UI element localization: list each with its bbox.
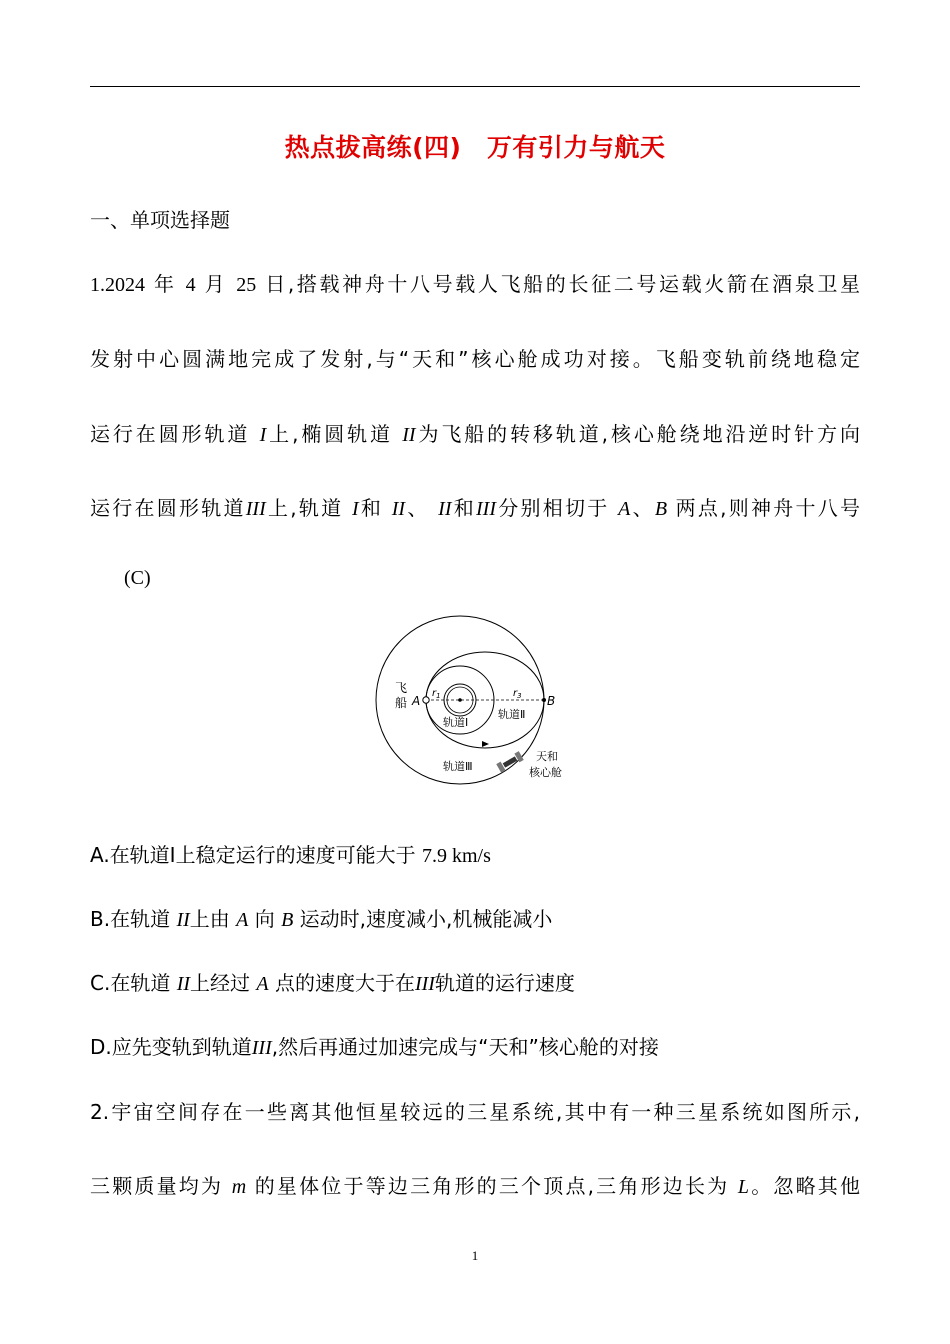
page-title: 热点拔高练(四) 万有引力与航天 — [284, 133, 666, 162]
q1-answer: (C) — [124, 567, 151, 589]
label-station-1: 天和 — [536, 750, 558, 763]
q2-line-2: 三颗质量均为 m 的星体位于等边三角形的三个顶点,三角形边长为 L。忽略其他 — [90, 1174, 861, 1198]
ship-at-a — [423, 697, 429, 703]
label-r3: $r_3$ — [513, 688, 522, 700]
q1-line-4: 运行在圆形轨道III上,轨道 I和 II、 II和III分别相切于 A、B 两点,则神舟十八号 — [90, 496, 860, 520]
label-orbit-2: 轨道Ⅱ — [498, 708, 526, 721]
q1-line-2: 发射中心圆满地完成了发射,与“天和”核心舱成功对接。飞船变轨前绕地稳定 — [90, 347, 860, 371]
q1-option-c: C.在轨道 II上经过 A 点的速度大于在III轨道的运行速度 — [90, 971, 575, 995]
label-point-a: A — [412, 694, 421, 708]
q2-line-1: 2.宇宙空间存在一些离其他恒星较远的三星系统,其中有一种三星系统如图所示, — [90, 1100, 860, 1124]
q1-option-b: B.在轨道 II上由 A 向 B 运动时,速度减小,机械能减小 — [90, 907, 553, 931]
q1-option-d: D.应先变轨到轨道III,然后再通过加速完成与“天和”核心舱的对接 — [90, 1035, 659, 1059]
q1-option-a: A.在轨道Ⅰ上稳定运行的速度可能大于 7.9 km/s — [90, 843, 491, 867]
q1-line-3: 运行在圆形轨道 I上,椭圆轨道 II为飞船的转移轨道,核心舱绕地沿逆时针方向 — [90, 422, 860, 446]
point-b-dot — [542, 698, 546, 702]
section-heading: 一、单项选择题 — [90, 208, 230, 232]
q1-line-1: 1.2024 年 4 月 25 日,搭载神舟十八号载人飞船的长征二号运载火箭在酒泉卫星 — [90, 272, 861, 296]
label-ship-1: 飞 — [395, 681, 408, 695]
label-point-b: B — [547, 694, 556, 708]
header-rule — [90, 86, 860, 87]
label-orbit-1: 轨道Ⅰ — [443, 716, 469, 729]
direction-arrow-icon — [482, 741, 489, 747]
page-number: 1 — [471, 1248, 479, 1263]
label-ship-2: 船 — [395, 696, 408, 710]
label-station-2: 核心舱 — [529, 766, 562, 779]
orbit-diagram — [370, 612, 590, 790]
label-r1: $r_1$ — [432, 688, 441, 700]
label-orbit-3: 轨道Ⅲ — [443, 760, 473, 773]
space-station-icon — [496, 751, 524, 773]
